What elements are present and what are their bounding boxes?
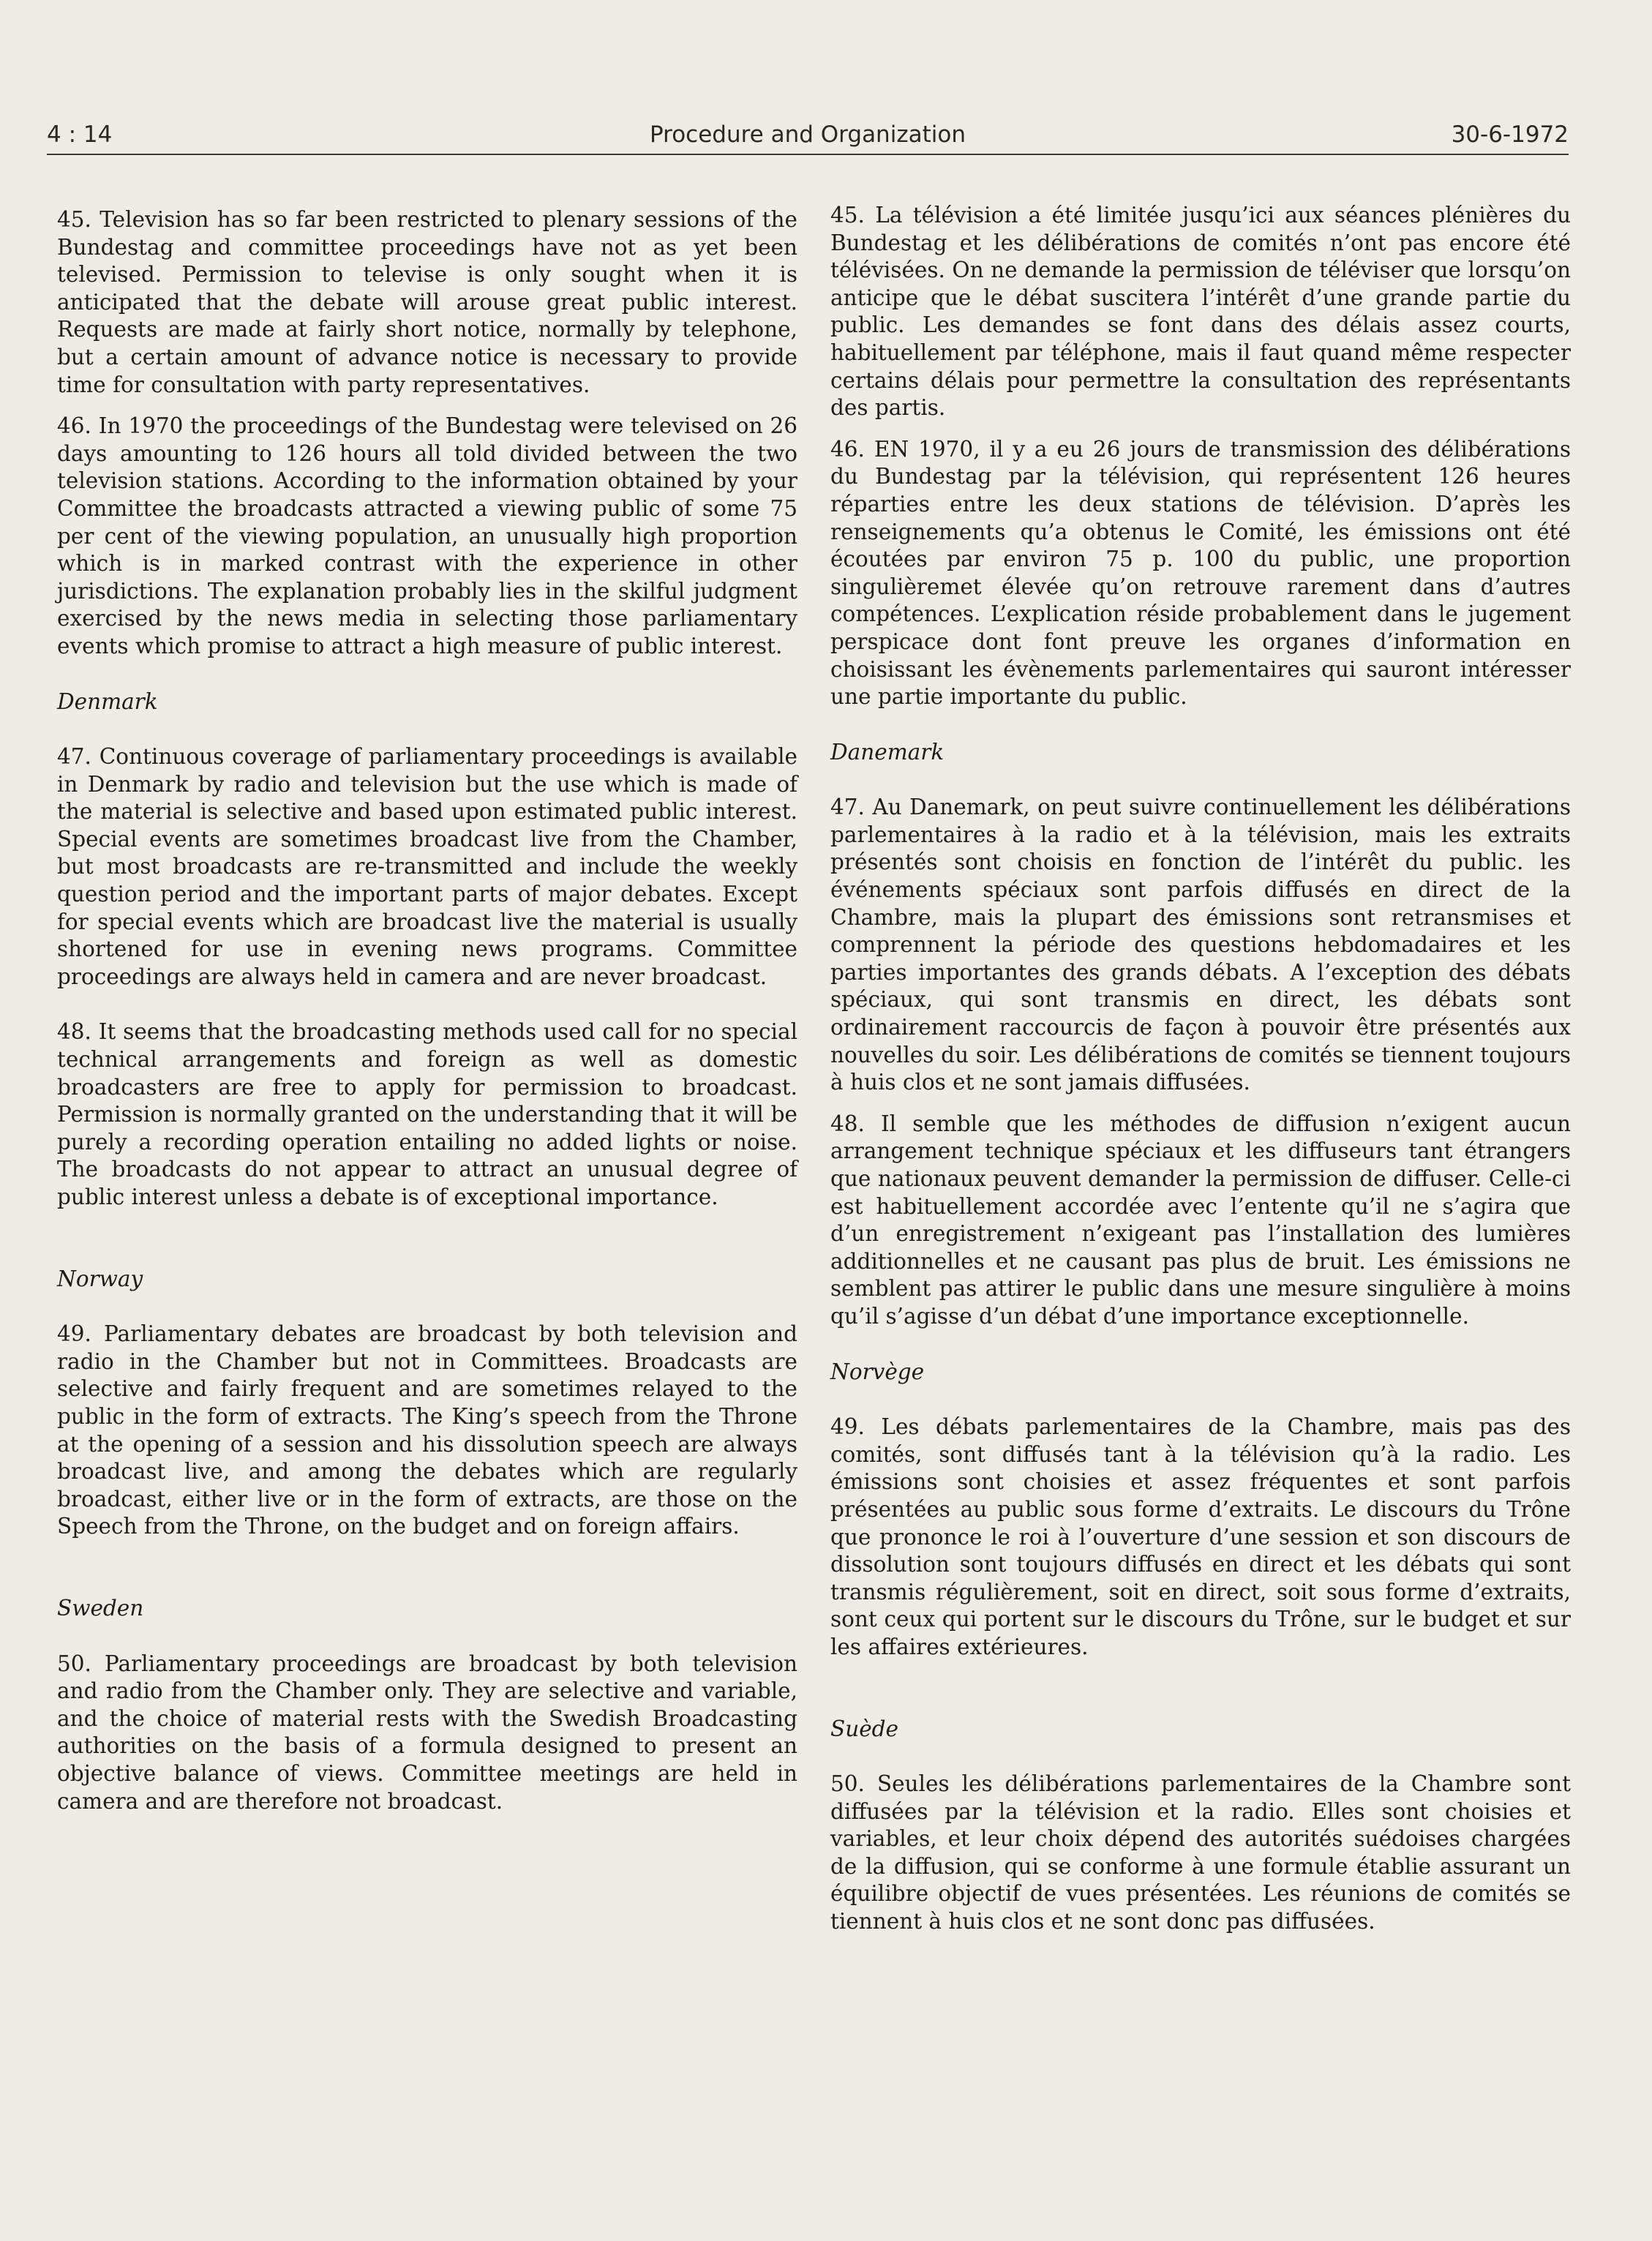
- heading-sweden-fr: Suède: [830, 1716, 899, 1741]
- page-header: [47, 110, 1569, 155]
- paragraph-45-fr: 45. La télévision a été limitée jusqu’ici aux séances plénières du Bundestag et les délibérations de comités n’ont pas encore été télévisées. On ne demande la permission de téléviser que lorsqu’on anticipe que le débat suscitera l’intérêt d’une grande partie du public. Les demandes se font dans des délais assez courts, habituellement par téléphone, mais il faut quand même respecter certains délais pour permettre la consultation des représentants des partis.: [830, 203, 1571, 421]
- paragraph-48-en: 48. It seems that the broadcasting methods used call for no special technical arrangements and foreign as well as domestic broadcasters are free to apply for permission to broadcast. Permission is normally granted on the understanding that it will be purely a recording operation entailing no added lights or noise. The broadcasts do not appear to attract an unusual degree of public interest unless a debate is of exceptional importance.: [57, 1019, 797, 1209]
- french-column: [830, 199, 1571, 1936]
- paragraph-50-fr: 50. Seules les délibérations parlementaires de la Chambre sont diffusées par la télévision et la radio. Elles sont choisies et variables, et leur choix dépend des autorités suédoises chargées de la diffusion, qui se conforme à une formule établie assurant un équilibre objectif de vues présentées. Les réunions de comités se tiennent à huis clos et ne sont donc pas diffusées.: [830, 1771, 1571, 1934]
- paragraph-46-fr: 46. EN 1970, il y a eu 26 jours de transmission des délibérations du Bundestag par la télévision, qui représentent 126 heures réparties entre les deux stations de télévision. D’après les renseignements qu’a obtenus le Comité, les émissions ont été écoutées par environ 75 p. 100 du public, une proportion singulièremet élevée qu’on retrouve rarement dans d’autres compétences. L’explication réside probablement dans le jugement perspicace dont font preuve les organes d’information en choisissant les évènements parlementaires qui sauront intéresser une partie importante du public.: [830, 436, 1571, 710]
- paragraph-49-en: 49. Parliamentary debates are broadcast by both television and radio in the Chamber but not in Committees. Broadcasts are selective and fairly frequent and are sometimes relayed to the public in the form of extracts. The King’s speech from the Throne at the opening of a session and his dissolution speech are always broadcast live, and among the debates which are regularly broadcast, either live or in the form of extracts, are those on the Speech from the Throne, on the budget and on foreign affairs.: [57, 1321, 797, 1539]
- heading-sweden-en: Sweden: [57, 1595, 144, 1621]
- paragraph-49-fr: 49. Les débats parlementaires de la Chambre, mais pas des comités, sont diffusés tant à la télévision qu’à la radio. Les émissions sont choisies et assez fréquentes et sont parfois présentées au public sous forme d’extraits. Le discours du Trône que prononce le roi à l’ouverture d’une session et son discours de dissolution sont toujours diffusés en direct et les débats qui sont transmis régulièrement, soit en direct, soit sous forme d’extraits, sont ceux qui portent sur le discours du Trône, sur le budget et sur les affaires extérieures.: [830, 1414, 1571, 1659]
- page-number: 4 : 14: [47, 121, 113, 148]
- paragraph-46-en: 46. In 1970 the proceedings of the Bundestag were televised on 26 days amounting to 126 hours all told divided between the two television stations. According to the information obtained by your Committee the broadcasts attracted a viewing public of some 75 per cent of the viewing population, an unusually high proportion which is in marked contrast with the experience in other jurisdictions. The explanation probably lies in the skilful judgment exercised by the news media in selecting those parliamentary events which promise to attract a high measure of public interest.: [57, 413, 797, 658]
- paragraph-45-en: 45. Television has so far been restricted to plenary sessions of the Bundestag and committee proceedings have not as yet been televised. Permission to televise is only sought when it is anticipated that the debate will arouse great public interest. Requests are made at fairly short notice, normally by telephone, but a certain amount of advance notice is necessary to provide time for consultation with party representatives.: [57, 207, 797, 397]
- heading-denmark-en: Denmark: [57, 688, 158, 714]
- running-title: Procedure and Organization: [650, 121, 966, 148]
- paragraph-47-fr: 47. Au Danemark, on peut suivre continuellement les délibérations parlementaires à la radio et à la télévision, mais les extraits présentés sont choisis en fonction de l’intérêt du public. les événements spéciaux sont parfois diffusés en direct de la Chambre, mais la plupart des émissions sont retransmises et comprennent la période des questions hebdomadaires et les parties importantes des grands débats. A l’exception des débats spéciaux, qui sont transmis en direct, les débats sont ordinairement raccourcis de façon à pouvoir être présentés aux nouvelles du soir. Les délibérations de comités se tiennent toujours à huis clos et ne sont jamais diffusées.: [830, 795, 1571, 1095]
- paragraph-47-en: 47. Continuous coverage of parliamentary proceedings is available in Denmark by radio and television but the use which is made of the material is selective and based upon estimated public interest. Special events are sometimes broadcast live from the Chamber, but most broadcasts are re-transmitted and include the weekly question period and the important parts of major debates. Except for special events which are broadcast live the material is usually shortened for use in evening news programs. Committee proceedings are always held in camera and are never broadcast.: [57, 744, 797, 989]
- english-column: [57, 199, 797, 1815]
- paragraph-48-fr: 48. Il semble que les méthodes de diffusion n’exigent aucun arrangement technique spéciaux et les diffuseurs tant étrangers que nationaux peuvent demander la permission de diffuser. Celle-ci est habituellement accordée avec l’entente qu’il ne s’agira que d’un enregistrement n’exigeant pas l’installation des lumières additionnelles et ne causant pas plus de bruit. Les émissions ne semblent pas attirer le public dans une mesure singulière à moins qu’il s’agisse d’un débat d’une importance exceptionnelle.: [830, 1111, 1571, 1329]
- heading-norway-en: Norway: [57, 1266, 143, 1291]
- paragraph-50-en: 50. Parliamentary proceedings are broadcast by both television and radio from the Chamber only. They are selective and variable, and the choice of material rests with the Swedish Broadcasting authorities on the basis of a formula designed to present an objective balance of views. Committee meetings are held in camera and are therefore not broadcast.: [57, 1651, 797, 1814]
- page-date: 30-6-1972: [1451, 121, 1569, 148]
- heading-norway-fr: Norvège: [830, 1359, 925, 1384]
- heading-denmark-fr: Danemark: [830, 739, 945, 765]
